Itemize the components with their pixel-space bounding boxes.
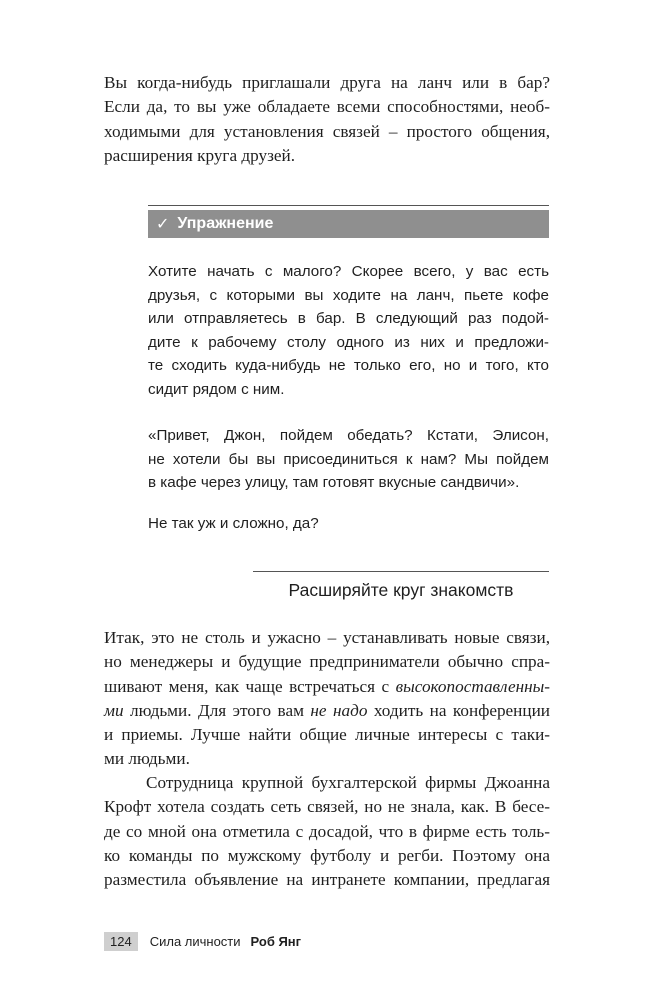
exercise-quote: [148, 424, 549, 495]
text-line: Хотите начать с малого? Скорее всего, у вас есть: [148, 263, 549, 280]
text-line: не хотели бы вы присоединиться к нам? Мы пойдем: [148, 450, 549, 468]
section-heading: Расширяйте круг знакомств: [288, 580, 514, 600]
checkmark-icon: ✓: [156, 216, 170, 233]
exercise-paragraph: [148, 260, 549, 401]
body-paragraph: [104, 771, 550, 892]
exercise-top-rule: [148, 205, 549, 206]
section-rule: [253, 571, 549, 572]
page-footer: [104, 930, 301, 952]
text-line: дите к рабочему столу одного из них и предложи-: [148, 333, 549, 351]
text-line: Не так уж и сложно, да?: [148, 515, 319, 532]
emphasis: ми: [104, 700, 124, 720]
text-line: ходимыми для установления связей – простого общения,: [104, 121, 550, 141]
text-line: те сходить куда-нибудь не только его, но и того, кто: [148, 357, 549, 374]
body-paragraph: [104, 626, 550, 772]
text-line: в кафе через улицу, там готовят вкусные сандвичи».: [148, 474, 520, 491]
text-line: Если да, то вы уже обладаете всеми способностями, необ-: [104, 97, 550, 117]
text-line: разместила объявление на интранете компании, предлагая: [104, 870, 550, 890]
text-line: [104, 675, 550, 699]
book-title: Сила личности: [149, 933, 241, 949]
text-line: Итак, это не столь и ужасно – устанавливать новые связи,: [104, 628, 550, 647]
text-line: друзья, с которыми вы ходите на ланч, пьете кофе: [148, 286, 549, 304]
text-line: де со мной она отметила с досадой, что в фирме есть толь-: [104, 821, 550, 841]
exercise-header: [148, 210, 549, 238]
exercise-closing: [148, 512, 549, 536]
text-line: Крофт хотела создать сеть связей, но не знала, как. В бесе-: [104, 797, 550, 817]
text-line: [104, 699, 550, 723]
author-name: Роб Янг: [250, 933, 302, 949]
text-line: и приемы. Лучше найти общие личные интересы с таки-: [104, 725, 550, 745]
text-line: ко команды по мужскому футболу и регби. Поэтому она: [104, 845, 550, 865]
text-line: или отправляетесь в бар. В следующий раз подой-: [148, 310, 549, 327]
text-line: «Привет, Джон, пойдем обедать? Кстати, Элисон,: [148, 427, 549, 444]
page-number: 124: [104, 932, 138, 951]
emphasis: высокопоставленны-: [395, 676, 550, 696]
text-line: расширения круга друзей.: [104, 145, 296, 165]
text-line: Сотрудница крупной бухгалтерской фирмы Джоанна: [146, 773, 550, 792]
text-line: но менеджеры и будущие предприниматели обычно спра-: [104, 652, 550, 672]
text-run: шивают меня, как чаще встречаться с: [104, 676, 396, 696]
intro-paragraph: [104, 71, 550, 168]
text-run: людьми. Для этого вам: [123, 700, 311, 720]
text-line: Вы когда-нибудь приглашали друга на ланч или в бар?: [104, 73, 550, 92]
text-line: ми людьми.: [104, 749, 190, 769]
text-run: ходить на конференции: [367, 700, 550, 720]
text-line: сидит рядом с ним.: [148, 380, 285, 398]
exercise-title: Упражнение: [177, 215, 274, 232]
emphasis: не надо: [310, 700, 368, 720]
